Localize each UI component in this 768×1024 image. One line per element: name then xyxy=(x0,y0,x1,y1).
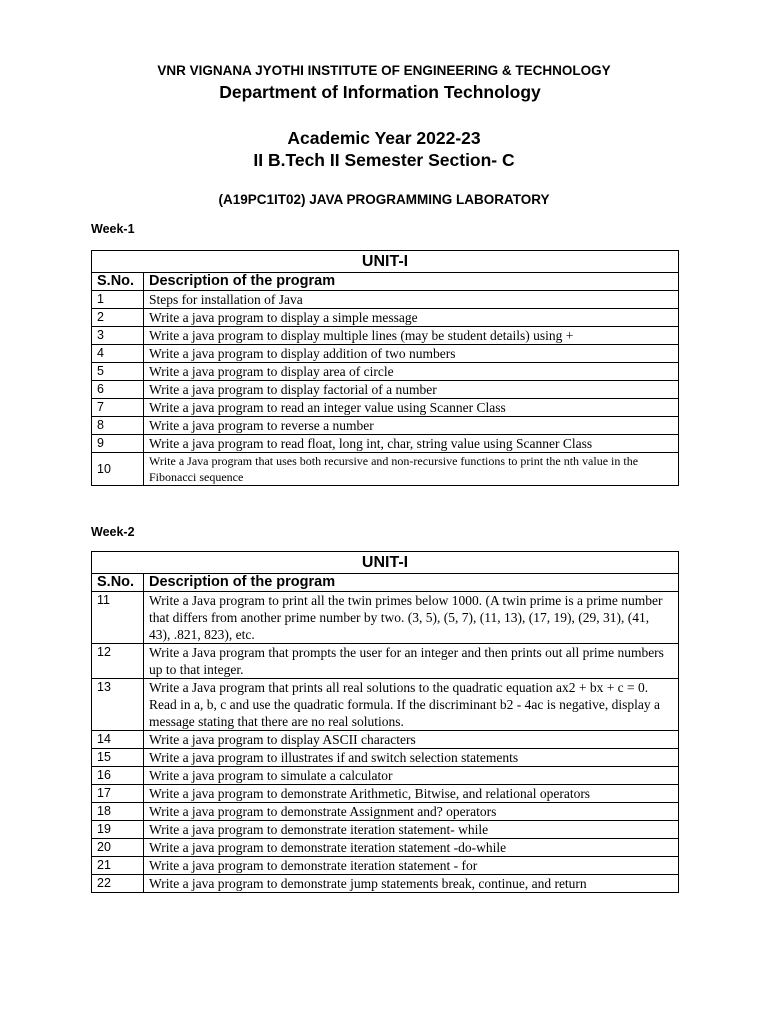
column-header-description: Description of the program xyxy=(144,574,679,592)
row-sno: 17 xyxy=(92,785,144,803)
row-description: Write a java program to read float, long int, char, string value using Scanner Class xyxy=(144,435,679,453)
row-sno: 8 xyxy=(92,417,144,435)
table-row xyxy=(92,731,679,749)
table-row xyxy=(92,345,679,363)
table-row xyxy=(92,679,679,731)
row-description: Write a java program to display area of circle xyxy=(144,363,679,381)
column-header-sno: S.No. xyxy=(92,574,144,592)
row-description: Write a java program to read an integer value using Scanner Class xyxy=(144,399,679,417)
row-sno: 6 xyxy=(92,381,144,399)
row-sno: 2 xyxy=(92,309,144,327)
row-description: Write a java program to illustrates if and switch selection statements xyxy=(144,749,679,767)
row-sno: 21 xyxy=(92,857,144,875)
table-row xyxy=(92,785,679,803)
institute-name: VNR VIGNANA JYOTHI INSTITUTE OF ENGINEERING & TECHNOLOGY xyxy=(157,63,611,78)
table-row xyxy=(92,327,679,345)
row-description: Write a java program to demonstrate iteration statement- while xyxy=(144,821,679,839)
table-row xyxy=(92,309,679,327)
table-row xyxy=(92,839,679,857)
row-sno: 9 xyxy=(92,435,144,453)
course-title: (A19PC1IT02) JAVA PROGRAMMING LABORATORY xyxy=(218,192,550,207)
table-row xyxy=(92,767,679,785)
week-1-program-table xyxy=(91,250,679,486)
row-description: Steps for installation of Java xyxy=(144,291,679,309)
row-description: Write a java program to display addition of two numbers xyxy=(144,345,679,363)
academic-year: Academic Year 2022-23 xyxy=(287,128,481,148)
table-row xyxy=(92,291,679,309)
row-description: Write a Java program to print all the twin primes below 1000. (A twin prime is a prime number that differs from another prime number by two. (3, 5), (5, 7), (11, 13), (17, 19), (29, 31), (41, 43), .821, 823), etc. xyxy=(144,592,679,644)
row-description: Write a Java program that prints all real solutions to the quadratic equation ax2 + bx + c = 0. Read in a, b, c and use the quadratic formula. If the discriminant b2 - 4ac is negative, display a message stating that there are no real solutions. xyxy=(144,679,679,731)
table-row xyxy=(92,592,679,644)
table-row xyxy=(92,821,679,839)
table-row xyxy=(92,644,679,679)
row-description: Write a java program to demonstrate Assignment and? operators xyxy=(144,803,679,821)
unit-title: UNIT-I xyxy=(92,251,679,273)
row-sno: 3 xyxy=(92,327,144,345)
row-description: Write a java program to demonstrate iteration statement -do-while xyxy=(144,839,679,857)
row-description: Write a java program to display ASCII characters xyxy=(144,731,679,749)
table-row xyxy=(92,803,679,821)
row-sno: 1 xyxy=(92,291,144,309)
row-sno: 12 xyxy=(92,644,144,679)
semester-section: II B.Tech II Semester Section- C xyxy=(253,150,515,170)
row-sno: 20 xyxy=(92,839,144,857)
row-sno: 4 xyxy=(92,345,144,363)
row-description: Write a java program to simulate a calculator xyxy=(144,767,679,785)
row-sno: 11 xyxy=(92,592,144,644)
column-header-description: Description of the program xyxy=(144,273,679,291)
row-description: Write a java program to display multiple lines (may be student details) using + xyxy=(144,327,679,345)
row-description: Write a java program to display a simple message xyxy=(144,309,679,327)
row-description: Write a java program to demonstrate iteration statement - for xyxy=(144,857,679,875)
row-sno: 14 xyxy=(92,731,144,749)
row-sno: 7 xyxy=(92,399,144,417)
table-row xyxy=(92,399,679,417)
row-sno: 16 xyxy=(92,767,144,785)
week-2-label: Week-2 xyxy=(91,525,135,539)
table-row xyxy=(92,453,679,486)
row-sno: 18 xyxy=(92,803,144,821)
table-row xyxy=(92,417,679,435)
row-description: Write a Java program that prompts the user for an integer and then prints out all prime numbers up to that integer. xyxy=(144,644,679,679)
row-description: Write a java program to reverse a number xyxy=(144,417,679,435)
table-row xyxy=(92,749,679,767)
row-sno: 19 xyxy=(92,821,144,839)
row-description: Write a java program to display factorial of a number xyxy=(144,381,679,399)
unit-title: UNIT-I xyxy=(92,552,679,574)
row-sno: 15 xyxy=(92,749,144,767)
row-sno: 5 xyxy=(92,363,144,381)
table-row xyxy=(92,363,679,381)
row-sno: 22 xyxy=(92,875,144,893)
table-row xyxy=(92,381,679,399)
column-header-sno: S.No. xyxy=(92,273,144,291)
row-sno: 13 xyxy=(92,679,144,731)
row-description: Write a java program to demonstrate Arithmetic, Bitwise, and relational operators xyxy=(144,785,679,803)
row-description: Write a Java program that uses both recursive and non-recursive functions to print the nth value in the Fibonacci sequence xyxy=(144,453,679,486)
row-description: Write a java program to demonstrate jump statements break, continue, and return xyxy=(144,875,679,893)
table-row xyxy=(92,857,679,875)
department-name: Department of Information Technology xyxy=(219,82,541,102)
table-row xyxy=(92,435,679,453)
week-2-program-table xyxy=(91,551,679,893)
row-sno: 10 xyxy=(92,453,144,486)
week-1-label: Week-1 xyxy=(91,222,135,236)
table-row xyxy=(92,875,679,893)
